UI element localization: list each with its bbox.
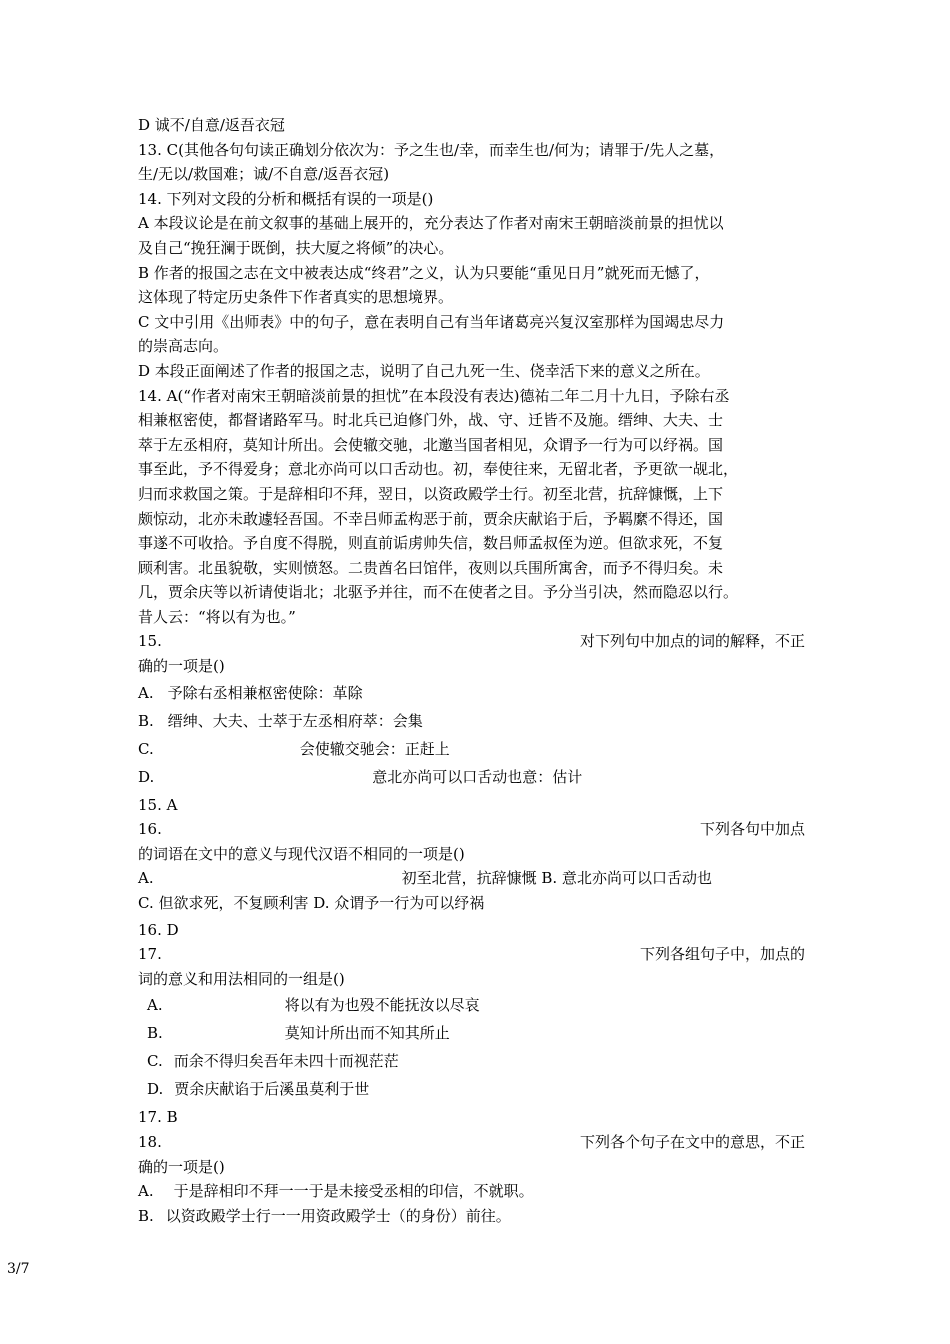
question-number: 15. bbox=[138, 632, 162, 651]
option-a: A. 予除右丞相兼枢密使除：革除 bbox=[138, 683, 363, 702]
question-17-stem bbox=[138, 942, 805, 967]
text-line: 13. C(其他各句句读正确划分依次为：予之生也/幸，而幸生也/何为；请罪于/先人之墓， bbox=[138, 140, 725, 159]
text-line: 顾利害。北虽貌敬，实则愤怒。二贵酋名曰馆伴，夜则以兵围所寓舍，而予不得归矣。未 bbox=[138, 558, 724, 577]
text-line: 事遂不可收拾。予自度不得脱，则直前诟虏帅失信，数吕师孟叔侄为逆。但欲求死，不复 bbox=[138, 534, 724, 553]
question-number: 16. bbox=[138, 820, 162, 839]
option-c: C. 而余不得归矣吾年未四十而视茫茫 bbox=[147, 1052, 399, 1071]
text-line: 及自己“挽狂澜于既倒，扶大厦之将倾”的决心。 bbox=[138, 238, 454, 257]
option-a-b: A. 初至北营，抗辞慷慨 B. 意北亦尚可以口舌动也 bbox=[138, 869, 712, 888]
text-line: 的崇高志向。 bbox=[138, 337, 229, 356]
text-line: 14. 下列对文段的分析和概括有误的一项是() bbox=[138, 189, 434, 208]
text-line: D 诚不/自意/返吾衣冠 bbox=[138, 116, 285, 134]
answer: 16. D bbox=[138, 920, 179, 939]
text-line: 颇惊动，北亦未敢遽轻吾国。不幸吕师孟构恶于前，贾余庆献谄于后，予羁縻不得还，国 bbox=[138, 509, 724, 528]
option-d: D. 贾余庆献谄于后溪虽莫利于世 bbox=[147, 1080, 370, 1099]
text-line: 昔人云：“将以有为也。” bbox=[138, 607, 296, 626]
option-a: A. 将以有为也殁不能抚汝以尽哀 bbox=[147, 996, 480, 1015]
option-a: A. 于是辞相印不拜一一于是未接受丞相的印信，不就职。 bbox=[138, 1182, 534, 1201]
text-line: 事至此，予不得爱身；意北亦尚可以口舌动也。初，奉使往来，无留北者，予更欲一觇北， bbox=[138, 460, 739, 479]
question-stem-continued: 的词语在文中的意义与现代汉语不相同的一项是() bbox=[138, 844, 465, 863]
text-line: B 作者的报国之志在文中被表达成“终君”之义，认为只要能“重见日月”就死而无憾了， bbox=[138, 263, 710, 282]
question-number: 18. bbox=[138, 1133, 162, 1151]
question-stem: 下列各句中加点 bbox=[699, 820, 805, 839]
text-line: 这体现了特定历史条件下作者真实的思想境界。 bbox=[138, 288, 454, 307]
option-c-d: C. 但欲求死，不复顾利害 D. 众谓予一行为可以纾祸 bbox=[138, 894, 485, 913]
answer: 17. B bbox=[138, 1108, 178, 1127]
question-stem-continued: 词的意义和用法相同的一组是() bbox=[138, 969, 345, 988]
option-b: B. 莫知计所出而不知其所止 bbox=[147, 1024, 450, 1043]
text-line: A 本段议论是在前文叙事的基础上展开的，充分表达了作者对南宋王朝暗淡前景的担忧以 bbox=[138, 214, 724, 233]
page-number: 3/7 bbox=[7, 1261, 30, 1277]
option-b: B. 缙绅、大夫、士萃于左丞相府萃：会集 bbox=[138, 711, 423, 730]
text-line: 几，贾余庆等以祈请使诣北；北驱予并往，而不在使者之目。予分当引决，然而隐忍以行。 bbox=[138, 583, 739, 602]
text-line: 14. A(“作者对南宋王朝暗淡前景的担忧”在本段没有表达)德祐二年二月十九日，予除右丞 bbox=[138, 386, 730, 405]
question-number: 17. bbox=[138, 945, 162, 964]
text-line: 归而求救国之策。于是辞相印不拜，翌日，以资政殿学士行。初至北营，抗辞慷慨，上下 bbox=[138, 484, 724, 503]
option-d: D. 意北亦尚可以口舌动也意：估计 bbox=[138, 767, 583, 786]
question-stem-continued: 确的一项是() bbox=[138, 1157, 225, 1176]
answer: 15. A bbox=[138, 795, 178, 814]
question-15-stem bbox=[138, 629, 805, 654]
question-stem: 下列各组句子中，加点的 bbox=[639, 945, 805, 964]
option-c: C. 会使辙交驰会：正赶上 bbox=[138, 739, 450, 758]
text-line: 萃于左丞相府，莫知计所出。会使辙交驰，北邀当国者相见，众谓予一行为可以纾祸。国 bbox=[138, 435, 724, 454]
question-18-stem bbox=[138, 1130, 805, 1155]
document-body bbox=[138, 113, 810, 1228]
text-line: 相兼枢密使，都督诸路军马。时北兵已迫修门外，战、守、迁皆不及施。缙绅、大夫、士 bbox=[138, 411, 724, 430]
question-16-stem bbox=[138, 817, 805, 842]
text-line: C 文中引用《出师表》中的句子，意在表明自己有当年诸葛亮兴复汉室那样为国竭忠尽力 bbox=[138, 312, 725, 331]
text-line: D 本段正面阐述了作者的报国之志，说明了自己九死一生、侥幸活下来的意义之所在。 bbox=[138, 361, 710, 380]
text-line: 生/无以/救国难；诚/不自意/返吾衣冠) bbox=[138, 165, 390, 184]
question-stem-continued: 确的一项是() bbox=[138, 657, 225, 676]
question-stem: 对下列句中加点的词的解释，不正 bbox=[579, 632, 805, 651]
option-b: B. 以资政殿学士行一一用资政殿学士（的身份）前往。 bbox=[138, 1206, 511, 1225]
question-stem: 下列各个句子在文中的意思，不正 bbox=[579, 1133, 805, 1151]
